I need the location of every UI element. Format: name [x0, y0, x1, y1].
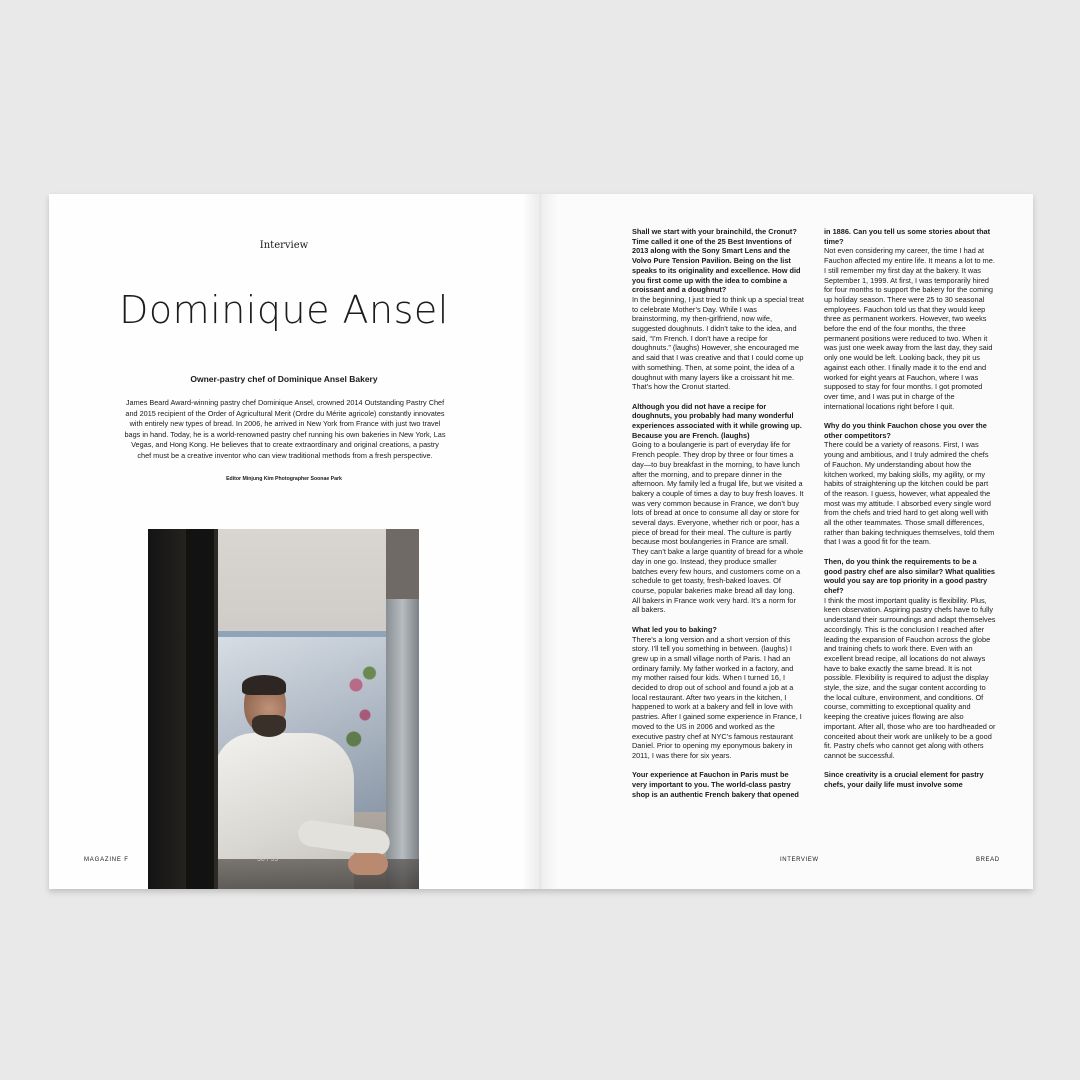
answer: There’s a long version and a short version of this story. I’ll tell you something in between. (laughs) I grew up in a small village north of Paris. I had an ordinary family. My father worked in a factory, and my mother raised four kids. When I turned 16, I decided to drop out of school and found a job at a local restaurant. After two years in the kitchen, I happened to work at a bakery and fell in love with pastries. After I gained some experience in France, I moved to the US in 2006 and worked as the executive pastry chef at NYC’s famous restaurant Daniel. Prior to opening my eponymous bakery in 2011, I was there for six years. [632, 634, 802, 760]
footer-category: BREAD [976, 857, 1000, 863]
text-column-left [632, 227, 804, 799]
answer: There could be a variety of reasons. First, I was young and ambitious, and I truly admired the chefs of Fauchon. My understanding about how the kitchen worked, my baking skills, my agility, or my habits of straightening up the kitchen could be part of the reason. I guess, however, what appealed the most was my attitude. I absorbed every single word from the chefs and tried hard to get along well with all the other teammates. Those small differences, rather than baking techniques themselves, told them that I was a good fit for the team. [824, 440, 995, 547]
footer-magazine-name: MAGAZINE F [84, 857, 129, 863]
magazine-spread [49, 194, 1033, 889]
text-column-right [824, 227, 996, 790]
photo-hair [242, 675, 286, 695]
credit-line: Editor Minjung Kim Photographer Soonae Park [226, 476, 342, 482]
question: Since creativity is a crucial element for pastry chefs, your daily life must involve some [824, 770, 984, 790]
question: in 1886. Can you tell us some stories about that time? [824, 227, 991, 246]
photo-foreground-post-dark [186, 529, 214, 889]
section-label: Interview [259, 240, 309, 251]
answer: In the beginning, I just tried to think up a special treat to celebrate Mother’s Day. While I was brainstorming, my then-girlfriend, now wife, suggested doughnuts. I didn’t take to the idea, and said, “I’m French. I don’t have a recipe for doughnuts.” (laughs) However, she encouraged me and said that I was creative and that I could come up with something. Then, at some point, the idea of a doughnut with many layers like a croissant hit me. That’s how the Cronut started. [632, 294, 804, 392]
question: Why do you think Fauchon chose you over the other competitors? [824, 421, 987, 440]
left-page [49, 194, 540, 889]
question: Your experience at Fauchon in Paris must be very important to you. The world-class pastry shop is an authentic French bakery that opened [632, 770, 799, 799]
answer: Going to a boulangerie is part of everyday life for French people. They drop by three or four times a day—to buy breakfast in the morning, to have lunch after the morning, and to prepare dinner in the afternoon. My family led a frugal life, but we visited a bakery a couple of times a day to buy fresh loaves. It was very common because in France, we don’t buy lots of bread at once to consume all day or store for several days. Everyone, whether rich or poor, has a piece of bread for their meal. The culture is partly because most boulangeries in France are small. They can’t bake a large quantity of bread for a whole day in one go. Instead, they produce smaller batches every few hours, and customers come on a schedule to get toasty, fresh-baked loaves. Of course, popular bakeries make bread all day long. All bakers in France work very hard. It’s a norm for all bakers. [632, 440, 804, 615]
photo-hands [348, 853, 388, 875]
question: What led you to baking? [632, 624, 717, 634]
answer: Not even considering my career, the time I had at Fauchon affected my entire life. It means a lot to me. I still remember my first day at the bakery. It was September 1, 1999. At first, I was temporarily hired for four months to support the bakery for the coming up holiday season. There were 25 to 30 seasonal employees. Fauchon told us that they would keep three as permanent workers. However, two weeks before the end of the four months, the three permanent positions were reduced to two. When it was just one week away from the last day, they said only one would be left. Looking back, they pit us against each other. I finally made it to the end and worked for eight years at Fauchon, where I was supposed to stay for four months. I got promoted over time, and I was put in charge of the international locations right before I quit. [824, 246, 995, 411]
question: Then, do you think the requirements to be a good pastry chef are also similar? What qualities would you say are top priority in a good pastry chef? [824, 556, 995, 595]
page-numbers: 98 / 99 [257, 856, 279, 863]
photo-beard [252, 715, 286, 737]
chef-portrait-photo [148, 529, 419, 889]
footer-section: INTERVIEW [780, 857, 819, 863]
article-intro: James Beard Award-winning pastry chef Dominique Ansel, crowned 2014 Outstanding Pastry Chef and 2015 recipient of the Order of Agricultural Merit (Ordre du Mérite agricole) constantly innovates with entirely new types of bread. In 2006, he arrived in New York from France with just two travel bags in hand. Today, he is a world-renowned pastry chef running his own bakeries in New York, Las Vegas, and Hong Kong. He believes that to create extraordinary and original creations, a pastry chef must be a creative inventor who can view traditional methods from a fresh perspective. [124, 398, 446, 460]
right-page [540, 194, 1033, 889]
article-title: Dominique Ansel [119, 288, 449, 332]
question: Although you did not have a recipe for doughnuts, you probably had many wonderful experiences associated with it while growing up. Because you are French. (laughs) [632, 401, 802, 440]
answer: I think the most important quality is flexibility. Plus, keen observation. Aspiring pastry chefs have to fully understand their surroundings and adapt themselves accordingly. This is the conclusion I reached after leading the expansion of Fauchon across the globe and training chefs to work there. Even with an excellent bread recipe, all locations do not always have to bake exactly the same bread. It is not possible. Flexibility is required to adjust the display style, the size, and the sugar content according to the local culture, environment, and conditions. Of course, committing to exceptional quality and keeping the creative juices flowing are also important. After all, those who are too hardheaded or conceited about their work are unlikely to be a good fit. Pastry chefs who cannot get along with others cannot be successful. [824, 595, 996, 760]
article-subtitle: Owner-pastry chef of Dominique Ansel Bakery [190, 374, 378, 384]
photo-cabinet [386, 529, 419, 599]
question: Shall we start with your brainchild, the Cronut? Time called it one of the 25 Best Inventions of 2013 along with the Sony Smart Lens and the Volvo Pure Tension Pavilion. Being on the list speaks to its originality and excellence. How did you first come up with the idea to combine a croissant and a doughnut? [632, 227, 801, 295]
photo-refrigerator [386, 599, 419, 889]
